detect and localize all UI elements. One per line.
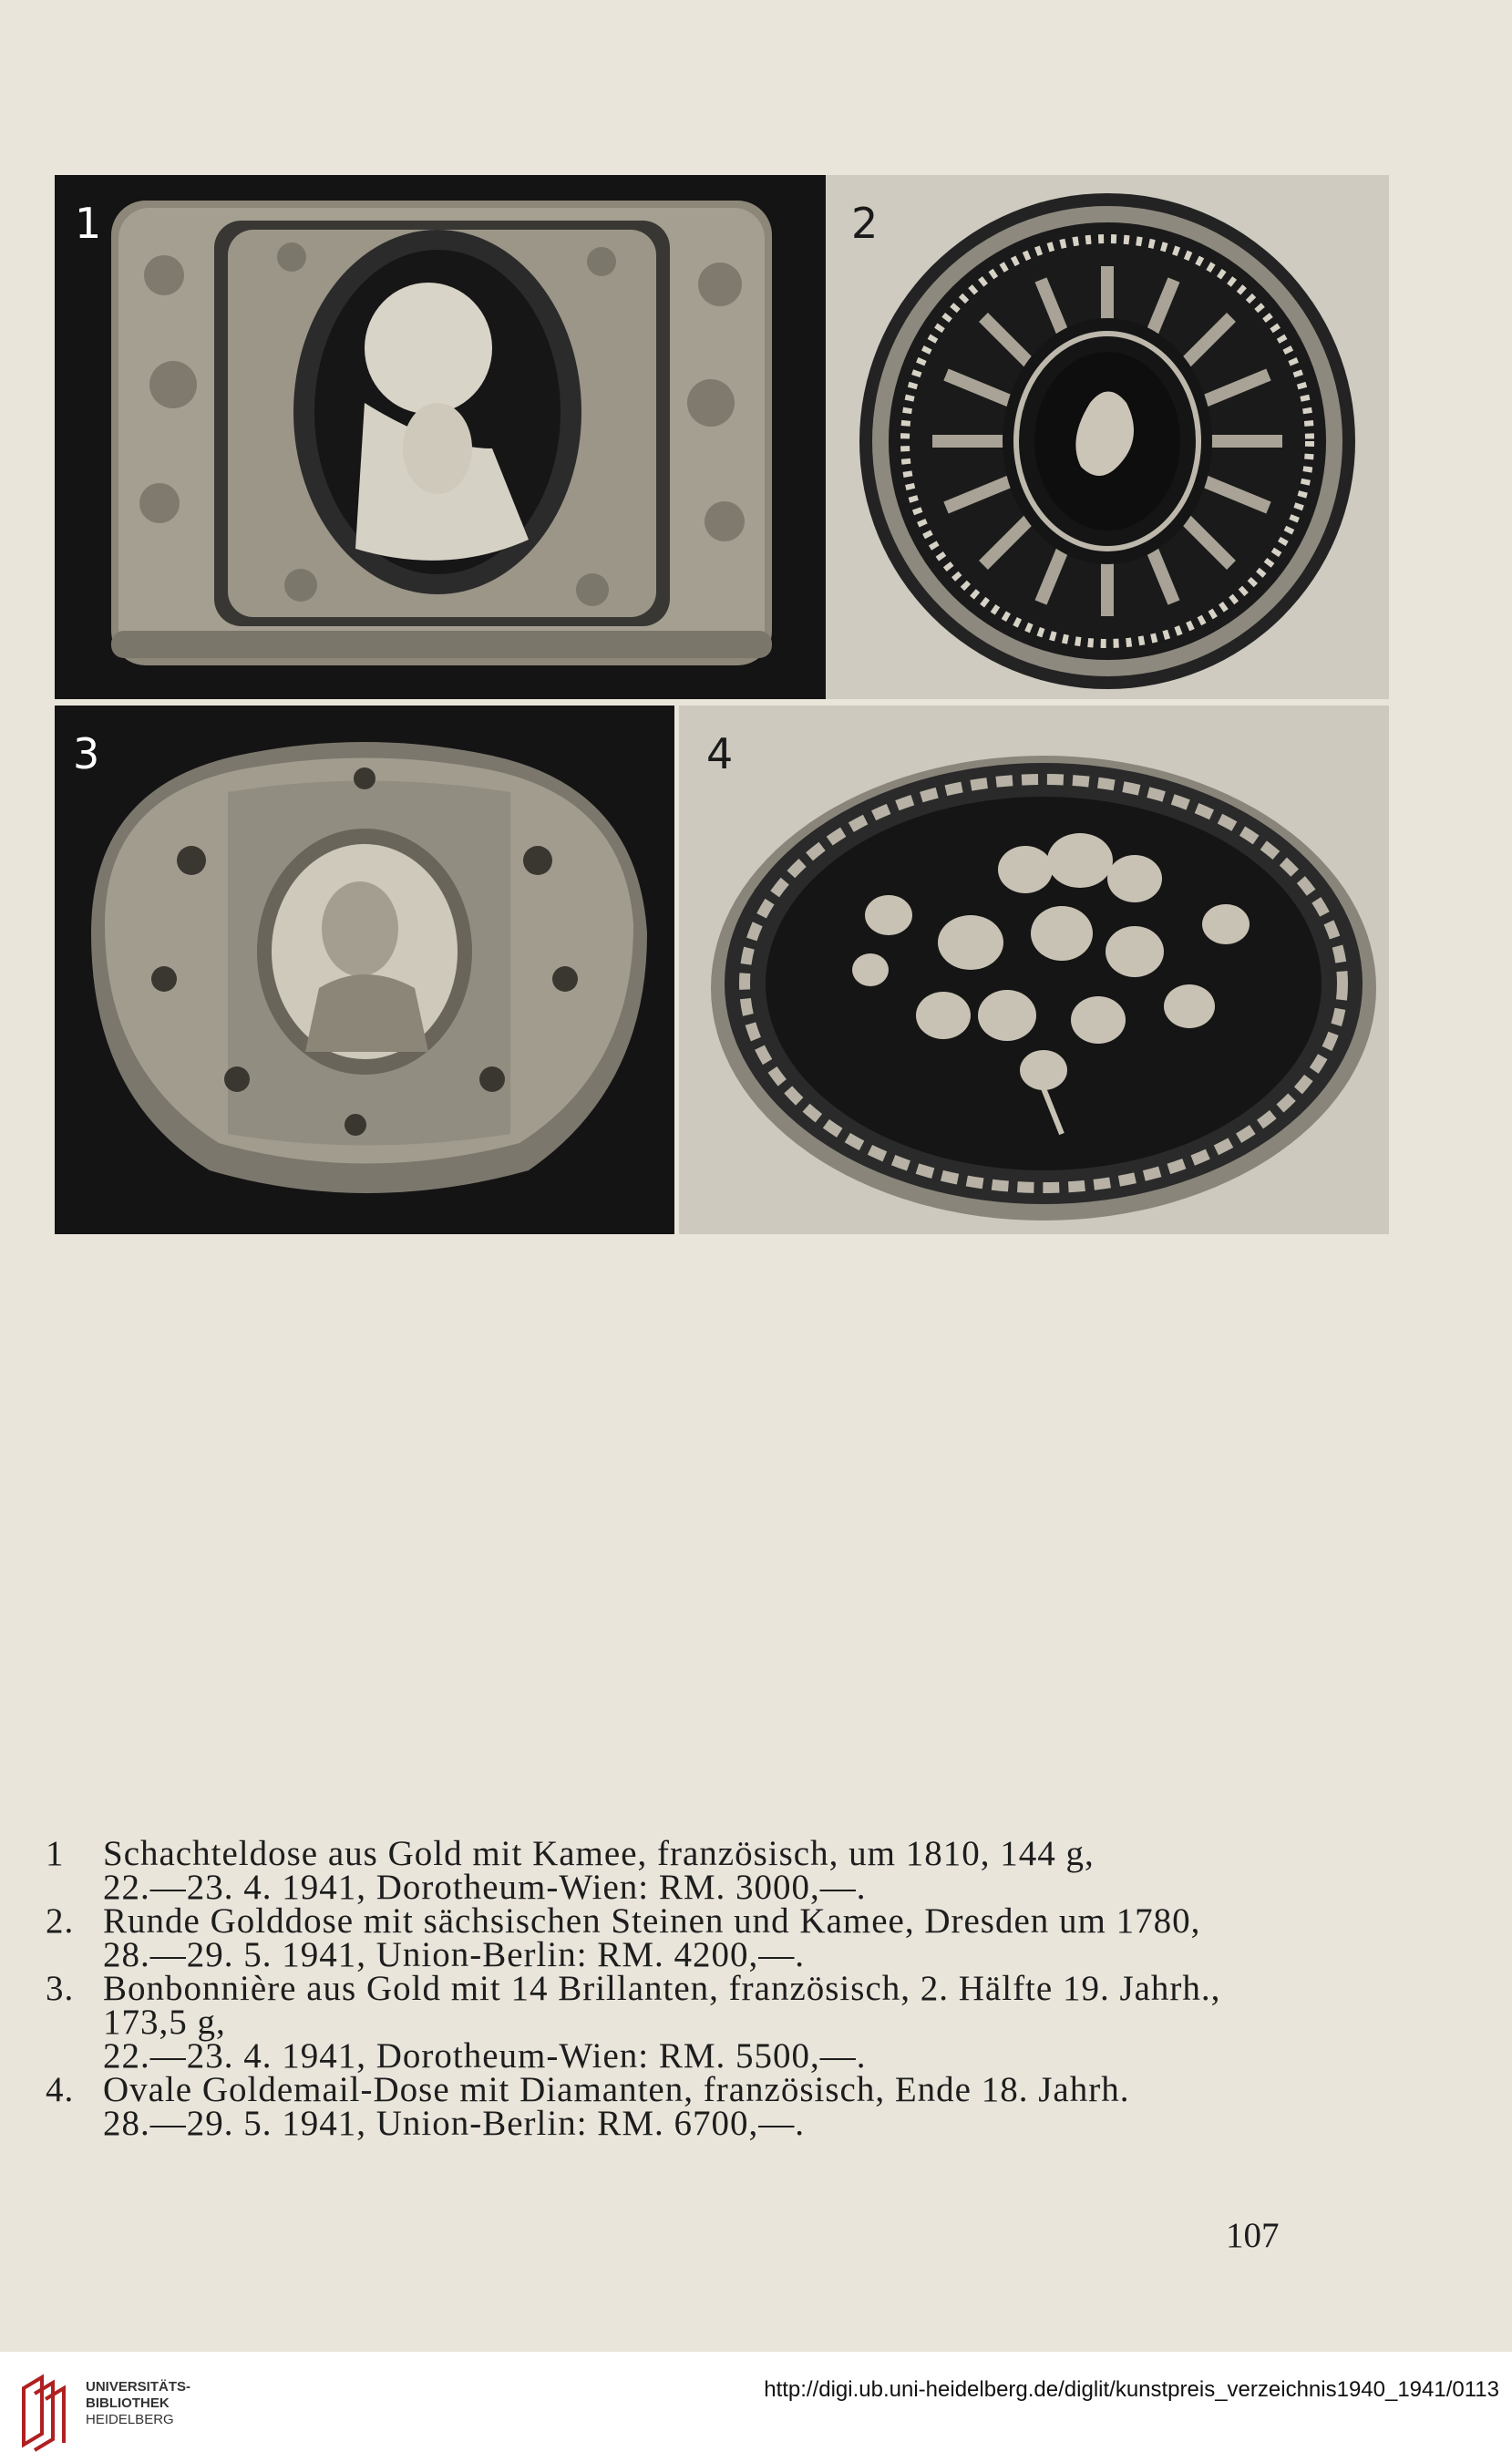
- cameo-box-illustration: [55, 175, 826, 699]
- caption-number: 4.: [46, 2070, 75, 2109]
- caption-item-3: [46, 1969, 1431, 2076]
- plate-2-number: 2: [851, 199, 879, 248]
- page-number: 107: [1226, 2216, 1280, 2255]
- library-logo-icon: [15, 2370, 75, 2452]
- caption-item-2: [46, 1901, 1431, 1974]
- round-box-illustration: [826, 175, 1389, 699]
- caption-line: 28.—29. 5. 1941, Union-Berlin: RM. 4200,—.: [103, 1935, 805, 1974]
- library-line: HEIDELBERG: [86, 2412, 174, 2427]
- plate-4-image: [679, 706, 1389, 1234]
- caption-item-4: [46, 2070, 1431, 2143]
- caption-line: 22.—23. 4. 1941, Dorotheum-Wien: RM. 3000,—.: [103, 1868, 867, 1907]
- plate-4-number: 4: [706, 729, 734, 778]
- footer-bar: [0, 2352, 1512, 2462]
- plate-3-image: [55, 706, 674, 1234]
- caption-line: 28.—29. 5. 1941, Union-Berlin: RM. 6700,—.: [103, 2104, 805, 2143]
- library-name: [86, 2379, 190, 2428]
- caption-number: 2.: [46, 1901, 75, 1941]
- plate-3-number: 3: [73, 729, 100, 778]
- bonbonniere-illustration: [55, 706, 674, 1234]
- plate-1-image: [55, 175, 826, 699]
- caption-line: Bonbonnière aus Gold mit 14 Brillanten, französisch, 2. Hälfte 19. Jahrh.,: [103, 1969, 1221, 2008]
- library-line: BIBLIOTHEK: [86, 2395, 170, 2411]
- caption-list: [46, 1834, 1431, 2143]
- library-line: UNIVERSITÄTS-: [86, 2379, 191, 2395]
- caption-line: 173,5 g,: [103, 2003, 226, 2042]
- caption-number: 1: [46, 1834, 65, 1873]
- caption-line: Schachteldose aus Gold mit Kamee, französisch, um 1810, 144 g,: [103, 1834, 1095, 1873]
- caption-line: Runde Golddose mit sächsischen Steinen und Kamee, Dresden um 1780,: [103, 1901, 1201, 1941]
- caption-line: Ovale Goldemail-Dose mit Diamanten, französisch, Ende 18. Jahrh.: [103, 2070, 1130, 2109]
- oval-enamel-box-illustration: [679, 706, 1389, 1234]
- source-url-link[interactable]: http://digi.ub.uni-heidelberg.de/diglit/kunstpreis_verzeichnis1940_1941/0113: [764, 2377, 1499, 2402]
- plate-1-number: 1: [75, 199, 102, 248]
- caption-line: 22.—23. 4. 1941, Dorotheum-Wien: RM. 5500,—.: [103, 2036, 867, 2076]
- caption-number: 3.: [46, 1969, 75, 2008]
- caption-item-1: [46, 1834, 1431, 1907]
- plate-2-image: [826, 175, 1389, 699]
